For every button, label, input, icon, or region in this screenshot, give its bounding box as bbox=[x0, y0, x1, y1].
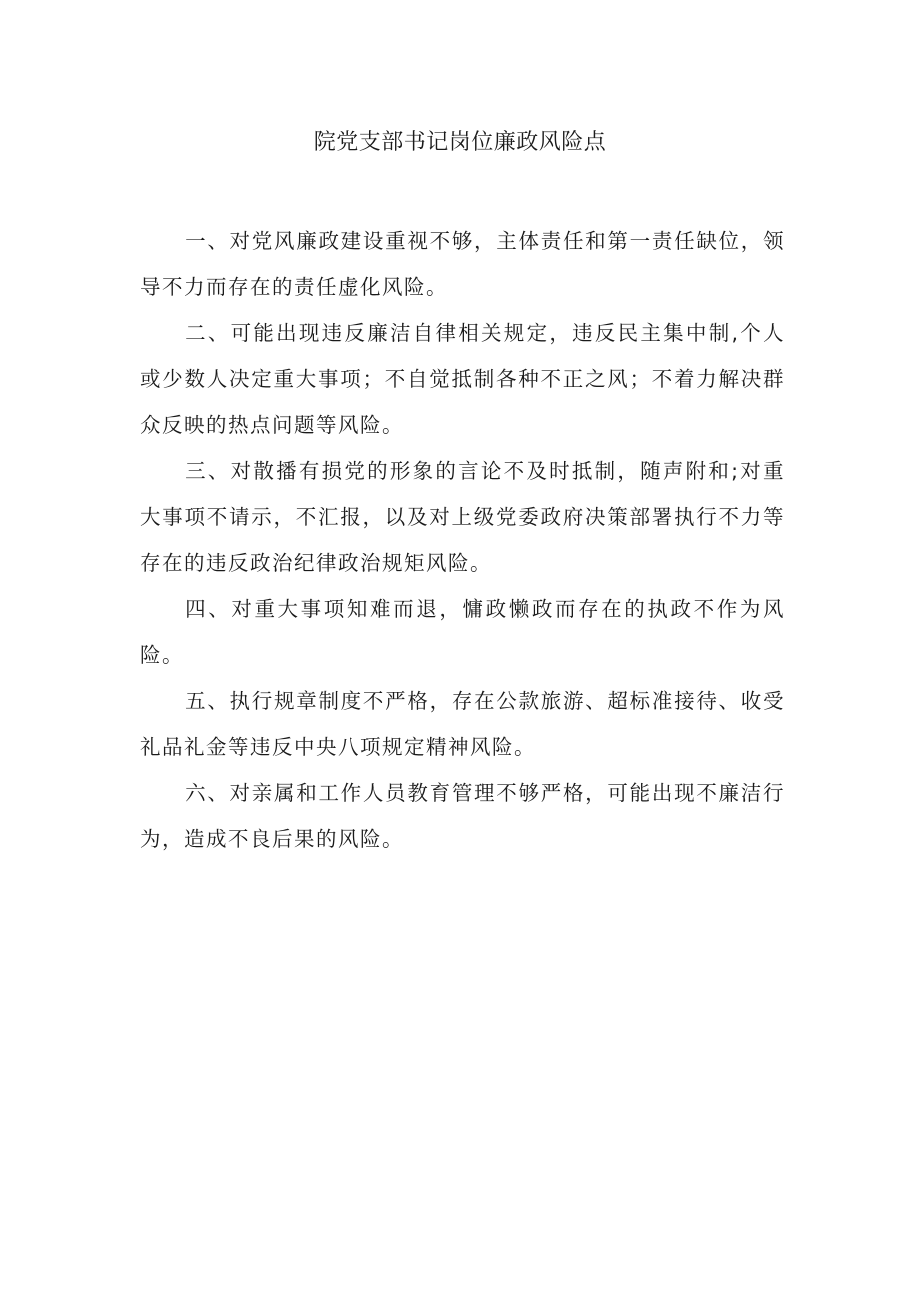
paragraph-4: 四、对重大事项知难而退，慵政懒政而存在的执政不作为风险。 bbox=[140, 597, 785, 667]
paragraph-2: 二、可能出现违反廉洁自律相关规定，违反民主集中制,个人或少数人决定重大事项；不自觉抵制各种不正之风；不着力解决群众反映的热点问题等风险。 bbox=[140, 321, 785, 437]
paragraph-6: 六、对亲属和工作人员教育管理不够严格，可能出现不廉洁行为，造成不良后果的风险。 bbox=[140, 781, 785, 851]
paragraph-1: 一、对党风廉政建设重视不够，主体责任和第一责任缺位，领导不力而存在的责任虚化风险。 bbox=[140, 229, 785, 299]
document-title: 院党支部书记岗位廉政风险点 bbox=[313, 130, 607, 155]
paragraph-5: 五、执行规章制度不严格，存在公款旅游、超标准接待、收受礼品礼金等违反中央八项规定精神风险。 bbox=[140, 689, 785, 759]
document-body bbox=[140, 218, 785, 862]
paragraph-3: 三、对散播有损党的形象的言论不及时抵制，随声附和;对重大事项不请示，不汇报，以及对上级党委政府决策部署执行不力等存在的违反政治纪律政治规矩风险。 bbox=[140, 459, 785, 575]
